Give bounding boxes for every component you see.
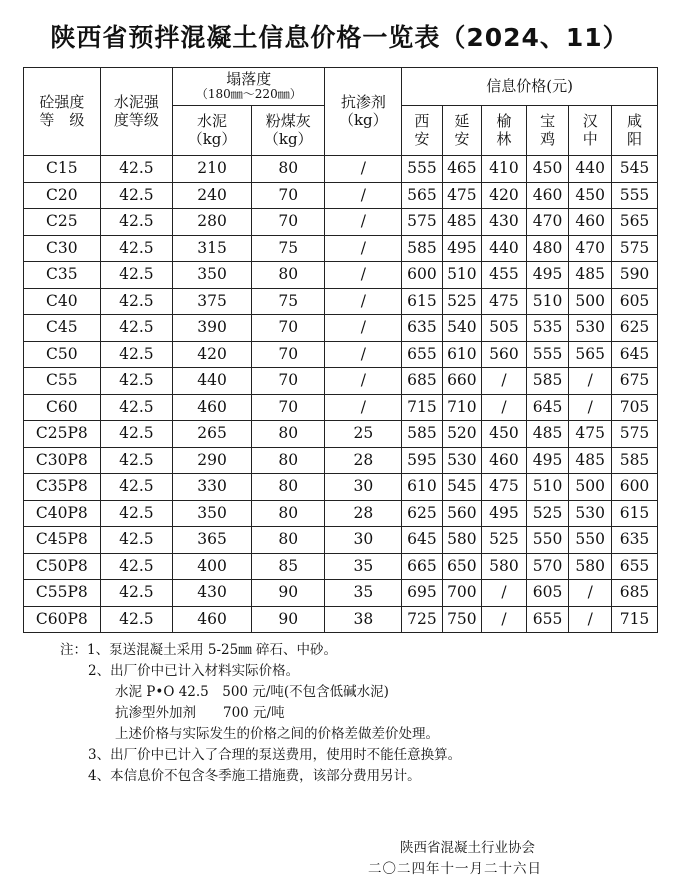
note-2: 2、出厂价中已计入材料实际价格。	[88, 663, 300, 679]
table-cell: 42.5	[100, 235, 172, 262]
table-cell: 585	[402, 235, 442, 262]
table-cell: C45P8	[24, 527, 101, 554]
table-cell: /	[325, 315, 402, 342]
table-cell: 35	[325, 580, 402, 607]
table-cell: 585	[402, 421, 442, 448]
page-title: 陕西省预拌混凝土信息价格一览表（2024、11）	[50, 23, 629, 52]
footer-date: 二〇二四年十一月二十六日	[368, 861, 542, 877]
table-cell: 400	[173, 553, 252, 580]
table-cell: /	[325, 341, 402, 368]
table-cell: C25P8	[24, 421, 101, 448]
table-row	[24, 156, 658, 183]
table-cell: 655	[526, 606, 569, 633]
table-cell: 28	[325, 500, 402, 527]
table-cell: C35	[24, 262, 101, 289]
table-cell: 80	[251, 500, 325, 527]
table-cell: 495	[442, 235, 481, 262]
table-cell: 485	[442, 209, 481, 236]
table-cell: 555	[612, 182, 658, 209]
table-row	[24, 527, 658, 554]
header-city-hanzhong: 汉 中	[569, 106, 612, 156]
table-cell: 42.5	[100, 421, 172, 448]
table-cell: C50	[24, 341, 101, 368]
table-cell: 460	[482, 447, 527, 474]
table-cell: 75	[251, 288, 325, 315]
table-cell: 715	[402, 394, 442, 421]
header-price: 信息价格(元)	[402, 68, 658, 106]
table-cell: 655	[612, 553, 658, 580]
table-cell: 525	[526, 500, 569, 527]
table-cell: 565	[569, 341, 612, 368]
table-cell: 475	[442, 182, 481, 209]
table-row	[24, 394, 658, 421]
table-cell: 38	[325, 606, 402, 633]
table-cell: 625	[612, 315, 658, 342]
table-cell: /	[482, 606, 527, 633]
table-cell: 42.5	[100, 262, 172, 289]
table-cell: 525	[442, 288, 481, 315]
table-cell: 705	[612, 394, 658, 421]
table-cell: 80	[251, 474, 325, 501]
table-row	[24, 288, 658, 315]
table-cell: C55P8	[24, 580, 101, 607]
table-cell: C20	[24, 182, 101, 209]
table-cell: 615	[612, 500, 658, 527]
table-cell: 635	[612, 527, 658, 554]
table-cell: C35P8	[24, 474, 101, 501]
table-cell: 475	[482, 474, 527, 501]
header-grade: 砼强度 等 级	[24, 68, 101, 156]
table-cell: 725	[402, 606, 442, 633]
table-cell: 42.5	[100, 288, 172, 315]
header-cement: 水泥 （kg）	[173, 106, 252, 156]
table-cell: 550	[569, 527, 612, 554]
table-cell: /	[482, 394, 527, 421]
table-cell: 460	[569, 209, 612, 236]
table-row	[24, 341, 658, 368]
table-cell: 545	[442, 474, 481, 501]
table-cell: 500	[569, 288, 612, 315]
table-cell: 410	[482, 156, 527, 183]
table-cell: C30	[24, 235, 101, 262]
header-slump: 塌落度 （180㎜～220㎜）	[173, 68, 325, 106]
table-cell: 485	[569, 447, 612, 474]
table-cell: 545	[612, 156, 658, 183]
table-cell: 42.5	[100, 368, 172, 395]
table-cell: 25	[325, 421, 402, 448]
table-cell: 210	[173, 156, 252, 183]
table-cell: 430	[482, 209, 527, 236]
table-cell: C45	[24, 315, 101, 342]
table-cell: 80	[251, 447, 325, 474]
table-cell: /	[325, 288, 402, 315]
table-cell: C40P8	[24, 500, 101, 527]
table-cell: 540	[442, 315, 481, 342]
table-row	[24, 209, 658, 236]
table-cell: 580	[442, 527, 481, 554]
table-cell: 240	[173, 182, 252, 209]
header-agent: 抗渗剂 （kg）	[325, 68, 402, 156]
table-cell: 650	[442, 553, 481, 580]
table-cell: 315	[173, 235, 252, 262]
table-cell: 475	[569, 421, 612, 448]
table-cell: 560	[482, 341, 527, 368]
table-cell: 575	[402, 209, 442, 236]
table-cell: 450	[526, 156, 569, 183]
table-cell: 440	[173, 368, 252, 395]
table-cell: 280	[173, 209, 252, 236]
table-cell: 70	[251, 315, 325, 342]
header-city-baoji: 宝 鸡	[526, 106, 569, 156]
table-cell: 645	[402, 527, 442, 554]
table-cell: 42.5	[100, 341, 172, 368]
table-cell: 485	[526, 421, 569, 448]
table-cell: /	[325, 182, 402, 209]
table-cell: 330	[173, 474, 252, 501]
table-cell: 440	[482, 235, 527, 262]
table-cell: 290	[173, 447, 252, 474]
table-cell: 610	[442, 341, 481, 368]
table-cell: /	[569, 606, 612, 633]
table-cell: 590	[612, 262, 658, 289]
table-cell: 565	[612, 209, 658, 236]
table-cell: 42.5	[100, 394, 172, 421]
table-cell: 565	[402, 182, 442, 209]
table-cell: 600	[402, 262, 442, 289]
table-cell: 350	[173, 262, 252, 289]
header-city-yanan: 延 安	[442, 106, 481, 156]
table-cell: 42.5	[100, 500, 172, 527]
table-cell: 460	[173, 394, 252, 421]
table-cell: C30P8	[24, 447, 101, 474]
table-cell: 655	[402, 341, 442, 368]
table-cell: 675	[612, 368, 658, 395]
table-cell: 530	[442, 447, 481, 474]
table-cell: C50P8	[24, 553, 101, 580]
table-cell: 535	[526, 315, 569, 342]
note-3: 3、出厂价中已计入了合理的泵送费用，使用时不能任意换算。	[88, 747, 462, 763]
table-cell: 350	[173, 500, 252, 527]
table-cell: /	[569, 580, 612, 607]
table-cell: /	[325, 156, 402, 183]
table-row	[24, 182, 658, 209]
table-cell: 80	[251, 262, 325, 289]
table-cell: 80	[251, 527, 325, 554]
table-cell: 85	[251, 553, 325, 580]
table-cell: /	[325, 394, 402, 421]
table-cell: /	[482, 580, 527, 607]
table-cell: 570	[526, 553, 569, 580]
table-cell: 580	[569, 553, 612, 580]
table-row	[24, 500, 658, 527]
table-cell: 575	[612, 421, 658, 448]
table-cell: 42.5	[100, 209, 172, 236]
table-cell: 500	[569, 474, 612, 501]
table-cell: 42.5	[100, 182, 172, 209]
table-cell: 75	[251, 235, 325, 262]
table-cell: /	[325, 368, 402, 395]
table-row	[24, 421, 658, 448]
table-cell: 35	[325, 553, 402, 580]
table-cell: 42.5	[100, 315, 172, 342]
table-cell: 510	[526, 288, 569, 315]
note-2-additive: 抗渗型外加剂 700 元/吨	[115, 705, 285, 721]
price-table-body	[24, 156, 658, 633]
header-flyash: 粉煤灰 （kg）	[251, 106, 325, 156]
table-cell: 90	[251, 606, 325, 633]
table-row	[24, 553, 658, 580]
table-cell: 480	[526, 235, 569, 262]
table-cell: 710	[442, 394, 481, 421]
table-cell: 430	[173, 580, 252, 607]
table-cell: 585	[526, 368, 569, 395]
table-cell: 715	[612, 606, 658, 633]
table-cell: 42.5	[100, 447, 172, 474]
table-cell: 685	[612, 580, 658, 607]
table-cell: 450	[569, 182, 612, 209]
table-cell: C55	[24, 368, 101, 395]
table-cell: 80	[251, 421, 325, 448]
table-cell: 70	[251, 341, 325, 368]
table-cell: 635	[402, 315, 442, 342]
table-cell: 460	[526, 182, 569, 209]
table-cell: 470	[526, 209, 569, 236]
table-cell: 610	[402, 474, 442, 501]
table-cell: 495	[526, 447, 569, 474]
table-row	[24, 235, 658, 262]
table-cell: 265	[173, 421, 252, 448]
table-cell: 495	[526, 262, 569, 289]
table-cell: 575	[612, 235, 658, 262]
table-cell: 42.5	[100, 606, 172, 633]
table-cell: 70	[251, 394, 325, 421]
table-row	[24, 474, 658, 501]
table-row	[24, 315, 658, 342]
table-cell: 595	[402, 447, 442, 474]
table-cell: C40	[24, 288, 101, 315]
note-4: 4、本信息价不包含冬季施工措施费，该部分费用另计。	[88, 768, 421, 784]
table-cell: 555	[402, 156, 442, 183]
table-cell: /	[569, 368, 612, 395]
table-cell: 30	[325, 527, 402, 554]
table-cell: 530	[569, 315, 612, 342]
table-cell: 660	[442, 368, 481, 395]
table-cell: 525	[482, 527, 527, 554]
table-cell: 685	[402, 368, 442, 395]
table-cell: 700	[442, 580, 481, 607]
table-cell: /	[482, 368, 527, 395]
table-cell: 585	[612, 447, 658, 474]
table-cell: 70	[251, 368, 325, 395]
table-cell: 80	[251, 156, 325, 183]
table-cell: 465	[442, 156, 481, 183]
table-cell: 475	[482, 288, 527, 315]
table-cell: 555	[526, 341, 569, 368]
table-cell: C60	[24, 394, 101, 421]
table-cell: 440	[569, 156, 612, 183]
header-cement-grade: 水泥强 度等级	[100, 68, 172, 156]
table-cell: 645	[612, 341, 658, 368]
note-2-diff: 上述价格与实际发生的价格之间的价格差做差价处理。	[115, 726, 439, 742]
table-cell: 460	[173, 606, 252, 633]
table-cell: 510	[526, 474, 569, 501]
table-cell: 42.5	[100, 553, 172, 580]
price-table	[23, 67, 658, 633]
table-cell: 695	[402, 580, 442, 607]
table-cell: /	[325, 235, 402, 262]
table-cell: C60P8	[24, 606, 101, 633]
note-1: 注：1、泵送混凝土采用 5-25㎜ 碎石、中砂。	[60, 642, 337, 658]
table-cell: /	[569, 394, 612, 421]
table-cell: 665	[402, 553, 442, 580]
table-cell: 28	[325, 447, 402, 474]
table-cell: 495	[482, 500, 527, 527]
table-cell: 30	[325, 474, 402, 501]
table-cell: 42.5	[100, 474, 172, 501]
table-cell: 42.5	[100, 527, 172, 554]
table-cell: 70	[251, 182, 325, 209]
table-cell: 600	[612, 474, 658, 501]
table-cell: 90	[251, 580, 325, 607]
table-cell: 530	[569, 500, 612, 527]
table-row	[24, 368, 658, 395]
footer-org: 陕西省混凝土行业协会	[400, 840, 535, 856]
table-cell: 420	[482, 182, 527, 209]
table-cell: 375	[173, 288, 252, 315]
table-cell: 645	[526, 394, 569, 421]
table-cell: 365	[173, 527, 252, 554]
notes	[60, 640, 461, 787]
table-cell: 550	[526, 527, 569, 554]
header-city-yulin: 榆 林	[482, 106, 527, 156]
table-cell: 615	[402, 288, 442, 315]
table-cell: 625	[402, 500, 442, 527]
table-row	[24, 606, 658, 633]
table-cell: C15	[24, 156, 101, 183]
note-2-cement: 水泥 P•O 42.5 500 元/吨(不包含低碱水泥)	[115, 684, 389, 700]
table-cell: 605	[526, 580, 569, 607]
table-cell: C25	[24, 209, 101, 236]
table-cell: 390	[173, 315, 252, 342]
table-row	[24, 447, 658, 474]
table-cell: 42.5	[100, 580, 172, 607]
table-cell: 485	[569, 262, 612, 289]
table-cell: 505	[482, 315, 527, 342]
table-cell: 70	[251, 209, 325, 236]
table-cell: 560	[442, 500, 481, 527]
table-cell: 520	[442, 421, 481, 448]
table-cell: 420	[173, 341, 252, 368]
table-cell: 455	[482, 262, 527, 289]
table-cell: /	[325, 262, 402, 289]
header-city-xian: 西 安	[402, 106, 442, 156]
table-cell: 470	[569, 235, 612, 262]
header-city-xianyang: 咸 阳	[612, 106, 658, 156]
table-cell: 605	[612, 288, 658, 315]
table-cell: 580	[482, 553, 527, 580]
table-cell: 750	[442, 606, 481, 633]
table-row	[24, 262, 658, 289]
table-cell: 450	[482, 421, 527, 448]
table-cell: /	[325, 209, 402, 236]
table-cell: 42.5	[100, 156, 172, 183]
table-cell: 510	[442, 262, 481, 289]
table-row	[24, 580, 658, 607]
